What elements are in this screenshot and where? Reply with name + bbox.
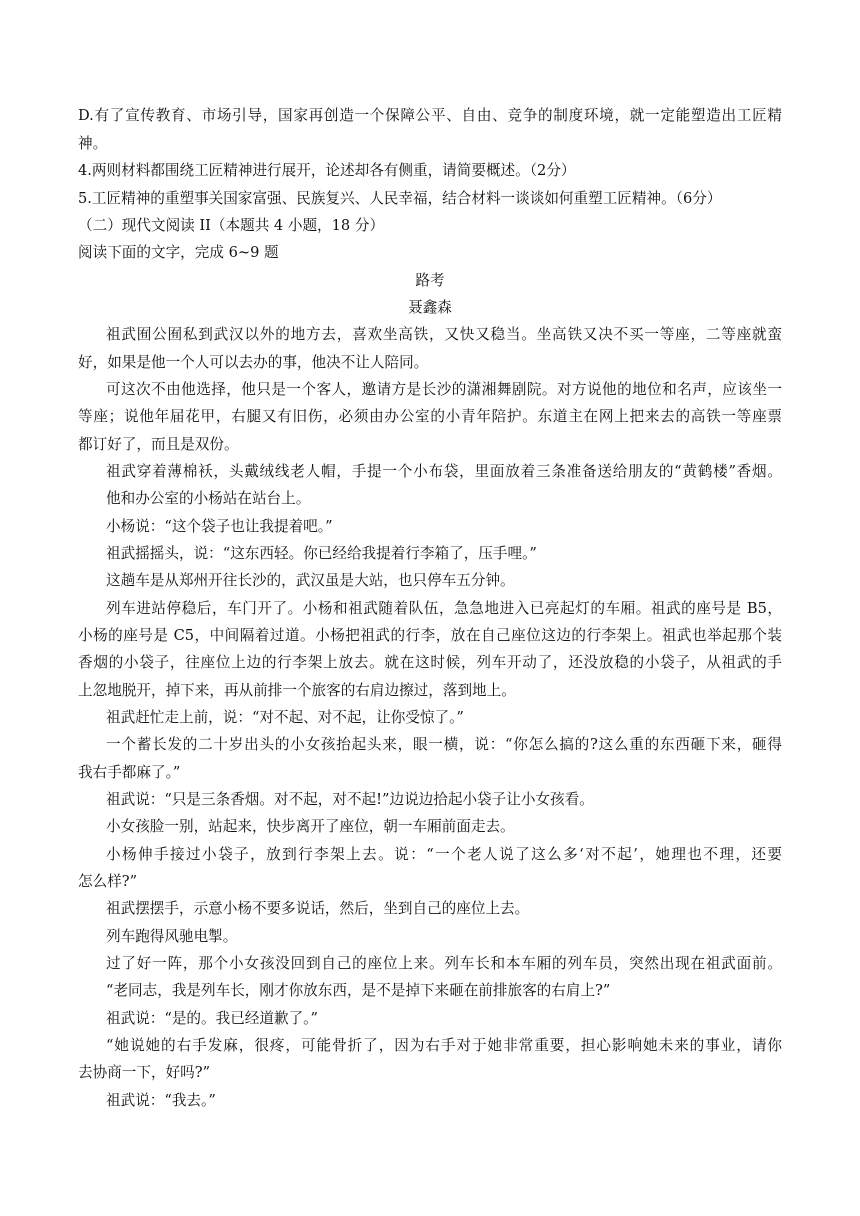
paragraph-line: 去协商一下，好吗?”	[78, 1064, 211, 1081]
paragraph-line: 等座；说他年届花甲，右腿又有旧伤，必须由办公室的小青年陪护。东道主在网上把来去的高铁一等座票	[78, 408, 782, 425]
paragraph-line: 一个蓄长发的二十岁出头的小女孩抬起头来，眼一横，说：“你怎么搞的?这么重的东西砸下来，砸得	[106, 736, 782, 753]
paragraph-line: 祖武说：“是的。我已经道歉了。”	[106, 1010, 318, 1027]
paragraph-line: 列车进站停稳后，车门开了。小杨和祖武随着队伍，急急地进入已亮起灯的车厢。祖武的座号是 B5，	[106, 600, 782, 617]
paragraph-line: 这趟车是从郑州开往长沙的，武汉虽是大站，也只停车五分钟。	[106, 572, 515, 589]
paragraph-line: 小杨说：“这个袋子也让我提着吧。”	[106, 518, 333, 535]
paragraph-line: 好，如果是他一个人可以去办的事，他决不让人陪同。	[78, 354, 429, 371]
paragraph-line: 祖武囿公囿私到武汉以外的地方去，喜欢坐高铁，又快又稳当。坐高铁又决不买一等座，二等座就蛮	[106, 326, 782, 343]
paragraph-line: 我右手都麻了。”	[78, 764, 181, 781]
paragraph-line: 上忽地脱开，掉下来，再从前排一个旅客的右肩边擦过，落到地上。	[78, 682, 516, 699]
paragraph-line: 怎么样?”	[78, 873, 138, 890]
section-heading: （二）现代文阅读 II（本题共 4 小题，18 分）	[78, 217, 385, 234]
paragraph-line: 小女孩脸一别，站起来，快步离开了座位，朝一车厢前面走去。	[106, 818, 515, 835]
paragraph-line: 列车跑得风驰电掣。	[106, 928, 238, 945]
paragraph-line: 祖武说：“我去。”	[106, 1092, 216, 1109]
paragraph-line: 祖武摆摆手，示意小杨不要多说话，然后，坐到自己的座位上去。	[106, 900, 530, 917]
paragraph-line: “老同志，我是列车长，刚才你放东西，是不是掉下来砸在前排旅客的右肩上?”	[106, 982, 611, 999]
paragraph-line: 小杨的座号是 C5，中间隔着过道。小杨把祖武的行李，放在自己座位这边的行李架上。祖武也举起那个装	[78, 627, 782, 644]
paragraph-line: 可这次不由他选择，他只是一个客人，邀请方是长沙的潇湘舞剧院。对方说他的地位和名声，应该坐一	[106, 381, 782, 398]
paragraph-line: 祖武摇摇头，说：“这东西轻。你已经给我提着行李箱了，压手哩。”	[106, 545, 537, 562]
option-d-line2: 神。	[78, 135, 108, 152]
reading-instruction: 阅读下面的文字，完成 6~9 题	[78, 244, 279, 261]
paragraph-line: 他和办公室的小杨站在站台上。	[106, 490, 311, 507]
paragraph-line: 过了好一阵，那个小女孩没回到自己的座位上来。列车长和本车厢的列车员，突然出现在祖武面前。	[106, 955, 782, 972]
option-d-line1: D.有了宣传教育、市场引导，国家再创造一个保障公平、自由、竞争的制度环境，就一定能塑造出工匠精	[78, 107, 782, 124]
paragraph-line: 祖武赶忙走上前，说：“对不起、对不起，让你受惊了。”	[106, 709, 464, 726]
paragraph-line: 祖武说：“只是三条香烟。对不起，对不起!”边说边拾起小袋子让小女孩看。	[106, 791, 594, 808]
paragraph-line: 香烟的小袋子，往座位上边的行李架上放去。就在这时候，列车开动了，还没放稳的小袋子，从祖武的手	[78, 654, 782, 671]
question-5: 5.工匠精神的重塑事关国家富强、民族复兴、人民幸福，结合材料一谈谈如何重塑工匠精神。（6分）	[78, 190, 722, 207]
question-4: 4.两则材料都围绕工匠精神进行展开，论述却各有侧重，请简要概述。（2分）	[78, 162, 576, 179]
paragraph-line: 祖武穿着薄棉袄，头戴绒线老人帽，手提一个小布袋，里面放着三条准备送给朋友的“黄鹤楼”香烟。	[106, 463, 782, 480]
paragraph-line: 小杨伸手接过小袋子，放到行李架上去。说：“一个老人说了这么多‘对不起’，她理也不理，还要	[106, 846, 782, 863]
story-author: 聂鑫森	[408, 299, 452, 316]
paragraph-line: 都订好了，而且是双份。	[78, 436, 239, 453]
story-title: 路考	[415, 272, 445, 289]
paragraph-line: “她说她的右手发麻，很疼，可能骨折了，因为右手对于她非常重要，担心影响她未来的事业，请你	[106, 1037, 782, 1054]
